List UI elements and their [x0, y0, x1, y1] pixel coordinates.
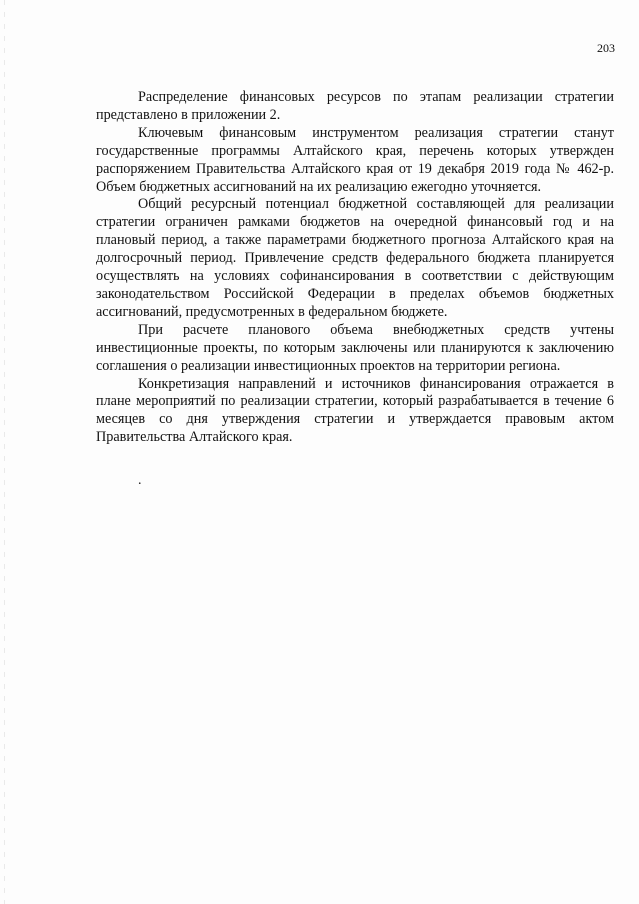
page-number: 203: [597, 41, 615, 55]
paragraph-budget-potential: Общий ресурсный потенциал бюджетной составляющей для реализации стратегии ограничен рамками бюджетов на очередной финансовый год и на плановый период, а также параметрами бюджетного прогноза Алтайского края на долгосрочный период. Привлечение средств федерального бюджета планируется осуществлять на условиях софинансирования в соответствии с действующим законодательством Российской Федерации в пределах объемов бюджетных ассигнований, предусмотренных в федеральном бюджете.: [96, 196, 614, 320]
scan-margin-line: [4, 0, 5, 904]
paragraph-financial-instrument: Ключевым финансовым инструментом реализация стратегии станут государственные программы Алтайского края, перечень которых утвержден распоряжением Правительства Алтайского края от 19 декабря 2019 года № 462-р. Объем бюджетных ассигнований на их реализацию ежегодно уточняется.: [96, 124, 614, 195]
paragraph-financing-specification: Конкретизация направлений и источников финансирования отражается в плане мероприятий по реализации стратегии, который разрабатывается в течение 6 месяцев со дня утверждения стратегии и утверждается правовым актом Правительства Алтайского края.: [96, 375, 614, 446]
trailing-mark: .: [138, 473, 142, 488]
paragraph-extrabudgetary-funds: При расчете планового объема внебюджетных средств учтены инвестиционные проекты, по которым заключены или планируются к заключению соглашения о реализации инвестиционных проектов на территории региона.: [96, 321, 614, 374]
document-body: [96, 89, 614, 447]
paragraph-resource-distribution: Распределение финансовых ресурсов по этапам реализации стратегии представлено в приложении 2.: [96, 89, 614, 123]
